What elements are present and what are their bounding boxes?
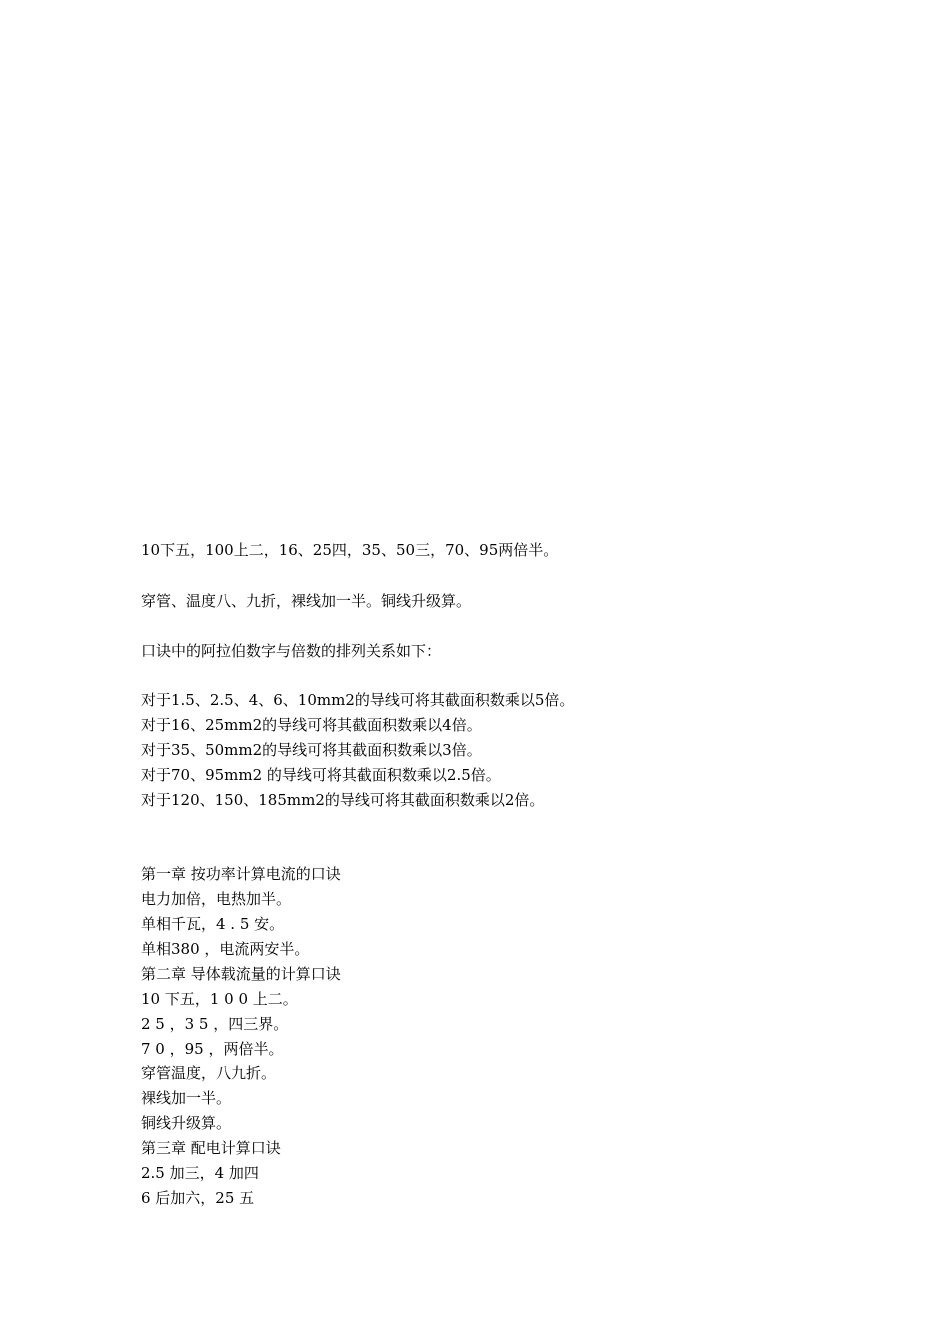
- chapter-line: 2.5 加三，4 加四: [141, 1164, 259, 1182]
- rhyme-line-2: 穿管、温度八、九折，裸线加一半。铜线升级算。: [141, 592, 472, 610]
- chapter-line: 10 下五，1 0 0 上二。: [141, 990, 298, 1008]
- relation-line: 对于70、95mm2 的导线可将其截面积数乘以2.5倍。: [141, 766, 501, 784]
- chapter-3-heading: 第三章 配电计算口诀: [141, 1139, 281, 1157]
- chapter-line: 单相380 ，电流两安半。: [141, 940, 310, 958]
- chapter-line: 铜线升级算。: [141, 1114, 232, 1132]
- chapter-1-heading: 第一章 按功率计算电流的口诀: [141, 865, 341, 883]
- relation-line: 对于16、25mm2的导线可将其截面积数乘以4倍。: [141, 716, 482, 734]
- relation-heading: 口诀中的阿拉伯数字与倍数的排列关系如下：: [141, 642, 442, 660]
- relation-line: 对于35、50mm2的导线可将其截面积数乘以3倍。: [141, 741, 482, 759]
- relation-line: 对于120、150、185mm2的导线可将其截面积数乘以2倍。: [141, 791, 545, 809]
- rhyme-line-1: 10下五，100上二，16、25四，35、50三，70、95两倍半。: [141, 541, 559, 559]
- relation-line: 对于1.5、2.5、4、6、10mm2的导线可将其截面积数乘以5倍。: [141, 691, 575, 709]
- chapter-line: 单相千瓦，4 . 5 安。: [141, 915, 285, 933]
- chapter-line: 2 5 ，3 5 ，四三界。: [141, 1015, 289, 1033]
- chapter-line: 穿管温度，八九折。: [141, 1064, 277, 1082]
- chapter-line: 7 0 ，95 ，两倍半。: [141, 1040, 284, 1058]
- chapter-line: 电力加倍，电热加半。: [141, 890, 292, 908]
- chapter-2-heading: 第二章 导体载流量的计算口诀: [141, 965, 341, 983]
- chapter-line: 裸线加一半。: [141, 1089, 232, 1107]
- chapter-line: 6 后加六，25 五: [141, 1189, 255, 1207]
